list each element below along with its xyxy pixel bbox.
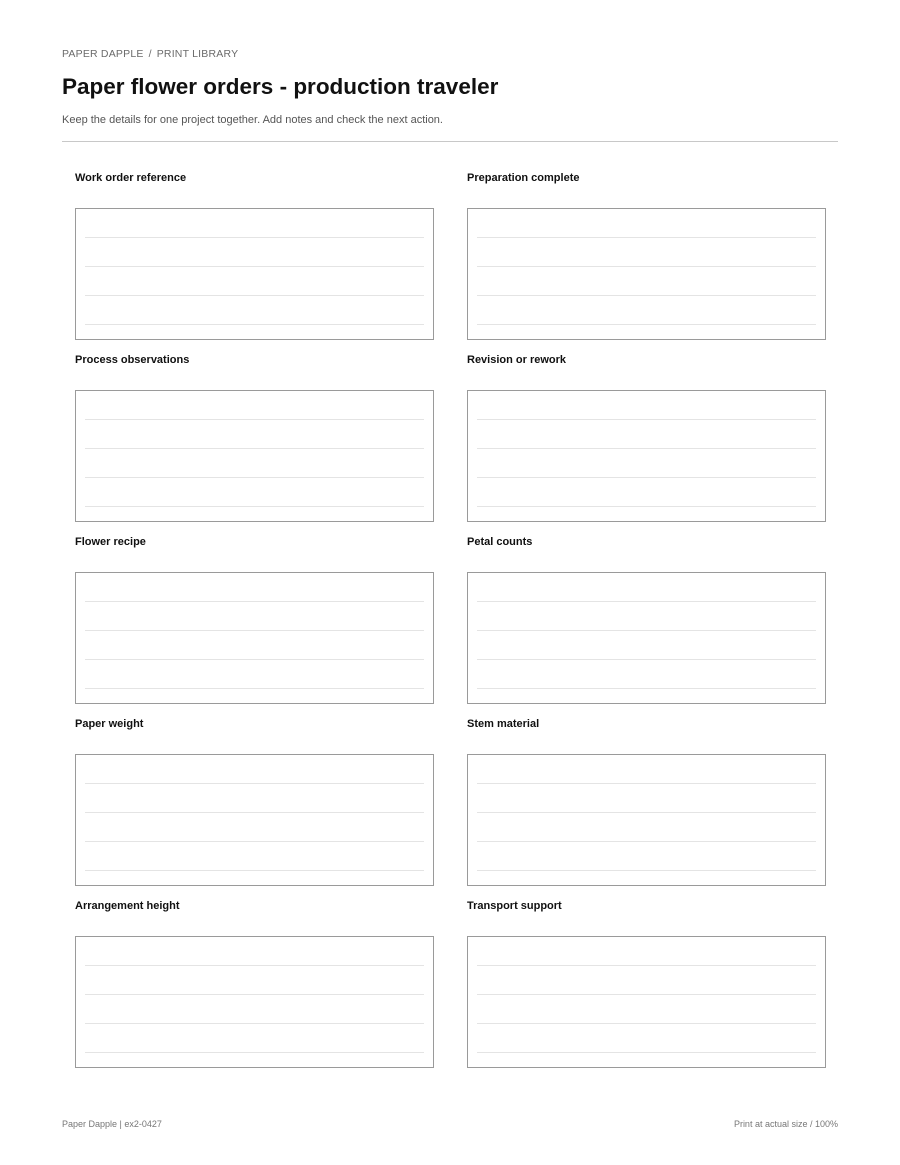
- writing-line: [85, 812, 424, 813]
- writing-line: [85, 506, 424, 507]
- field-process-observations: [75, 354, 434, 522]
- breadcrumb: [62, 48, 238, 60]
- field-label: Process observations: [75, 354, 190, 366]
- field-label: Paper weight: [75, 718, 144, 730]
- writing-line: [85, 266, 424, 267]
- writing-line: [477, 477, 816, 478]
- field-label: Work order reference: [75, 172, 187, 184]
- field-paper-weight: [75, 718, 434, 886]
- writing-line: [477, 601, 816, 602]
- writing-line: [477, 1052, 816, 1053]
- writing-line: [85, 419, 424, 420]
- field-label: Arrangement height: [75, 900, 180, 912]
- writing-line: [477, 266, 816, 267]
- breadcrumb-brand[interactable]: PAPER DAPPLE: [62, 48, 144, 60]
- notes-box[interactable]: [75, 754, 434, 886]
- breadcrumb-section[interactable]: PRINT LIBRARY: [156, 48, 239, 60]
- writing-line: [85, 324, 424, 325]
- writing-line: [477, 870, 816, 871]
- notes-box[interactable]: [467, 754, 826, 886]
- writing-line: [85, 841, 424, 842]
- field-label: Preparation complete: [467, 172, 580, 184]
- field-label: Stem material: [467, 718, 540, 730]
- page-title: Paper flower orders - production traveler: [62, 74, 499, 99]
- writing-line: [85, 448, 424, 449]
- writing-line: [477, 994, 816, 995]
- writing-line: [85, 870, 424, 871]
- writing-line: [477, 506, 816, 507]
- footer-document-id: Paper Dapple | ex2-0427: [62, 1119, 162, 1129]
- writing-line: [85, 630, 424, 631]
- notes-box[interactable]: [467, 208, 826, 340]
- writing-line: [85, 601, 424, 602]
- field-transport-support: [467, 900, 826, 1068]
- writing-line: [477, 419, 816, 420]
- notes-box[interactable]: [467, 390, 826, 522]
- field-revision-or-rework: [467, 354, 826, 522]
- notes-box[interactable]: [75, 936, 434, 1068]
- notes-box[interactable]: [75, 390, 434, 522]
- writing-line: [477, 630, 816, 631]
- field-label: Flower recipe: [75, 536, 146, 548]
- writing-line: [85, 783, 424, 784]
- field-label: Revision or rework: [467, 354, 567, 366]
- writing-line: [85, 965, 424, 966]
- writing-line: [477, 237, 816, 238]
- header-divider: [62, 141, 838, 142]
- notes-box[interactable]: [75, 572, 434, 704]
- field-label: Transport support: [467, 900, 562, 912]
- field-arrangement-height: [75, 900, 434, 1068]
- writing-line: [477, 295, 816, 296]
- writing-line: [477, 783, 816, 784]
- writing-line: [85, 477, 424, 478]
- breadcrumb-separator: /: [148, 48, 152, 60]
- form-grid: [75, 172, 826, 1068]
- field-preparation-complete: [467, 172, 826, 340]
- notes-box[interactable]: [75, 208, 434, 340]
- writing-line: [477, 812, 816, 813]
- field-stem-material: [467, 718, 826, 886]
- writing-line: [85, 295, 424, 296]
- writing-line: [85, 659, 424, 660]
- writing-line: [85, 994, 424, 995]
- writing-line: [85, 688, 424, 689]
- footer-print-note: Print at actual size / 100%: [733, 1119, 838, 1129]
- writing-line: [477, 324, 816, 325]
- field-flower-recipe: [75, 536, 434, 704]
- writing-line: [477, 1023, 816, 1024]
- field-petal-counts: [467, 536, 826, 704]
- writing-line: [477, 448, 816, 449]
- writing-line: [477, 688, 816, 689]
- notes-box[interactable]: [467, 936, 826, 1068]
- page-subtitle: Keep the details for one project together. Add notes and check the next action.: [62, 114, 443, 126]
- writing-line: [85, 1052, 424, 1053]
- writing-line: [85, 1023, 424, 1024]
- notes-box[interactable]: [467, 572, 826, 704]
- writing-line: [477, 841, 816, 842]
- writing-line: [85, 237, 424, 238]
- field-label: Petal counts: [467, 536, 533, 548]
- field-work-order-reference: [75, 172, 434, 340]
- writing-line: [477, 965, 816, 966]
- writing-line: [477, 659, 816, 660]
